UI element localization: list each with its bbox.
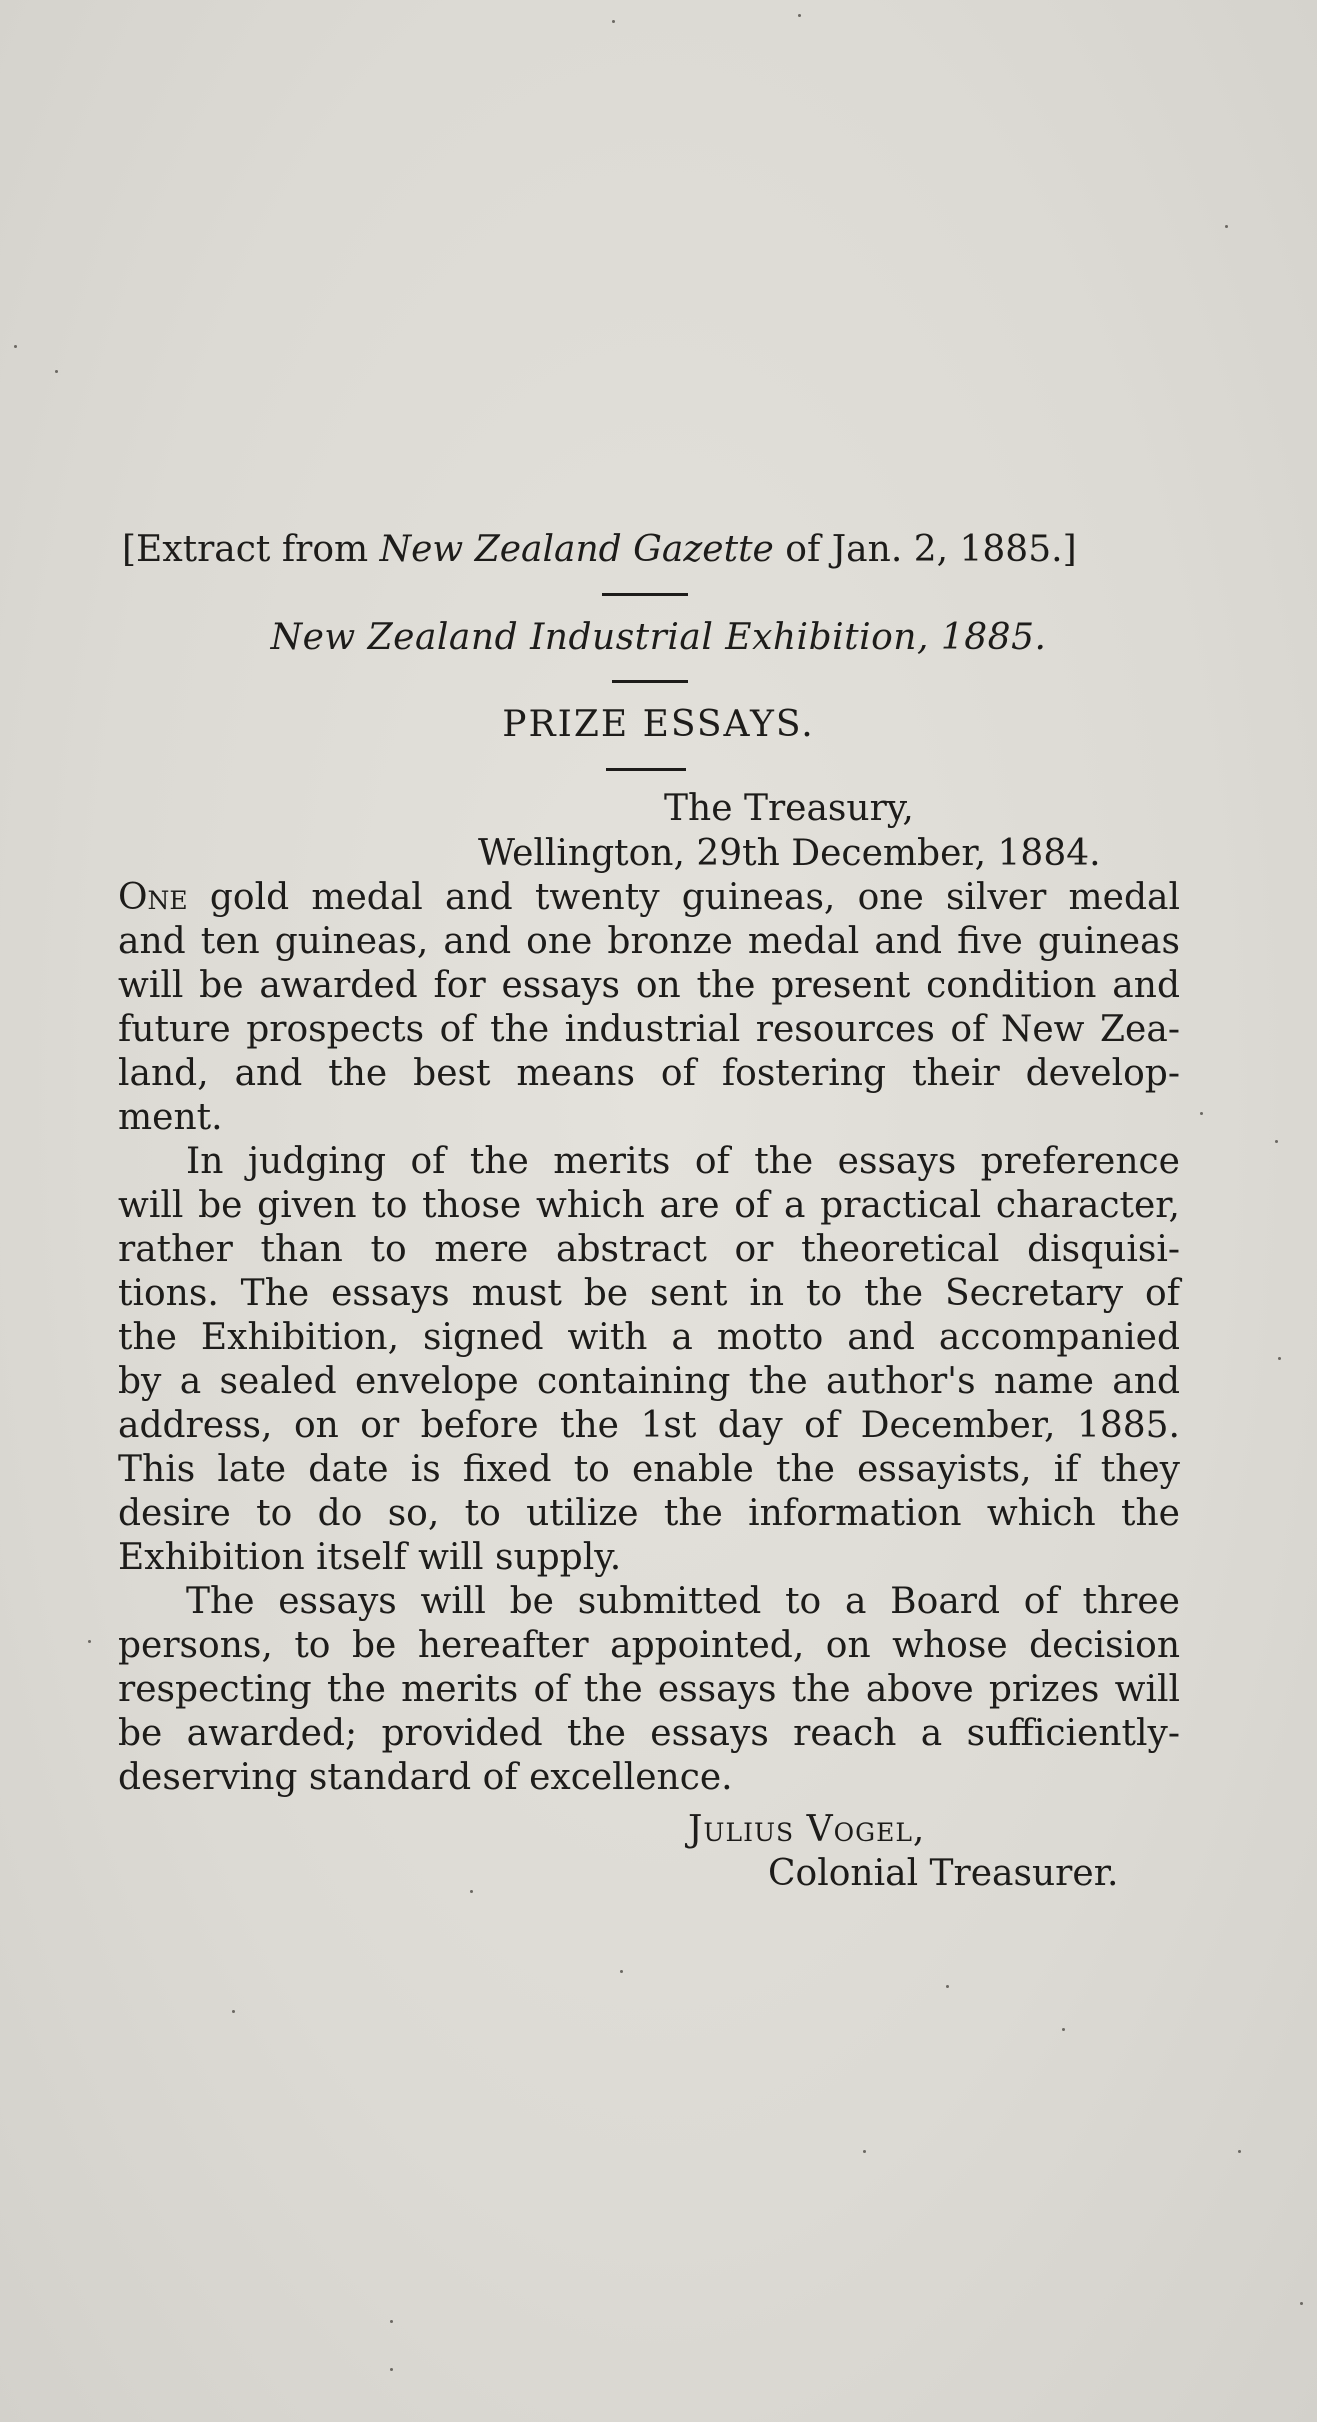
- para2-line6: by a sealed envelope containing the author's name and: [118, 1361, 1180, 1402]
- signature-office: Colonial Treasurer.: [768, 1853, 1119, 1894]
- address-line-2: Wellington, 29th December, 1884.: [478, 833, 1101, 874]
- rule-divider-3: [606, 768, 686, 771]
- signature-name: Julius Vogel,: [688, 1809, 926, 1850]
- para1-line5: land, and the best means of fostering their develop-: [118, 1053, 1180, 1094]
- para2-line3: rather than to mere abstract or theoretical disquisi-: [118, 1229, 1180, 1270]
- para2-line5: the Exhibition, signed with a motto and accompanied: [118, 1317, 1180, 1358]
- extract-header: [122, 520, 1077, 580]
- para1-line1: One gold medal and twenty guineas, one silver medal: [118, 877, 1180, 918]
- para1-lead: One: [118, 877, 188, 918]
- para2-line7: address, on or before the 1st day of December, 1885.: [118, 1405, 1180, 1446]
- extract-open: [Extract from: [122, 529, 380, 570]
- para3-line4: be awarded; provided the essays reach a sufficiently-: [118, 1713, 1180, 1754]
- para1-line3: will be awarded for essays on the present condition and: [118, 965, 1180, 1006]
- rule-divider-2: [612, 680, 688, 683]
- para2-line8: This late date is fixed to enable the essayists, if they: [118, 1449, 1180, 1490]
- extract-source: New Zealand Gazette: [379, 529, 774, 570]
- body-text: [118, 876, 1180, 1800]
- address-line-1: The Treasury,: [664, 788, 914, 829]
- extract-close: of Jan. 2, 1885.]: [773, 529, 1077, 570]
- para2-line10: Exhibition itself will supply.: [118, 1537, 622, 1578]
- exhibition-subtitle: New Zealand Industrial Exhibition, 1885.: [270, 617, 1047, 658]
- para2-line9: desire to do so, to utilize the information which the: [118, 1493, 1180, 1534]
- para2-line1: In judging of the merits of the essays preference: [186, 1141, 1180, 1182]
- para3-line2: persons, to be hereafter appointed, on whose decision: [118, 1625, 1180, 1666]
- para3-line1: The essays will be submitted to a Board of three: [186, 1581, 1180, 1622]
- para3-line3: respecting the merits of the essays the above prizes will: [118, 1669, 1180, 1710]
- para2-line4: tions. The essays must be sent in to the Secretary of: [118, 1273, 1180, 1314]
- rule-divider-1: [602, 593, 688, 596]
- para1-line6: ment.: [118, 1097, 223, 1138]
- para1-line4: future prospects of the industrial resources of New Zea-: [118, 1009, 1180, 1050]
- para2-line2: will be given to those which are of a practical character,: [118, 1185, 1180, 1226]
- page-title: PRIZE ESSAYS.: [502, 704, 815, 745]
- para3-line5: deserving standard of excellence.: [118, 1757, 733, 1798]
- para1-line2: and ten guineas, and one bronze medal and five guineas: [118, 921, 1180, 962]
